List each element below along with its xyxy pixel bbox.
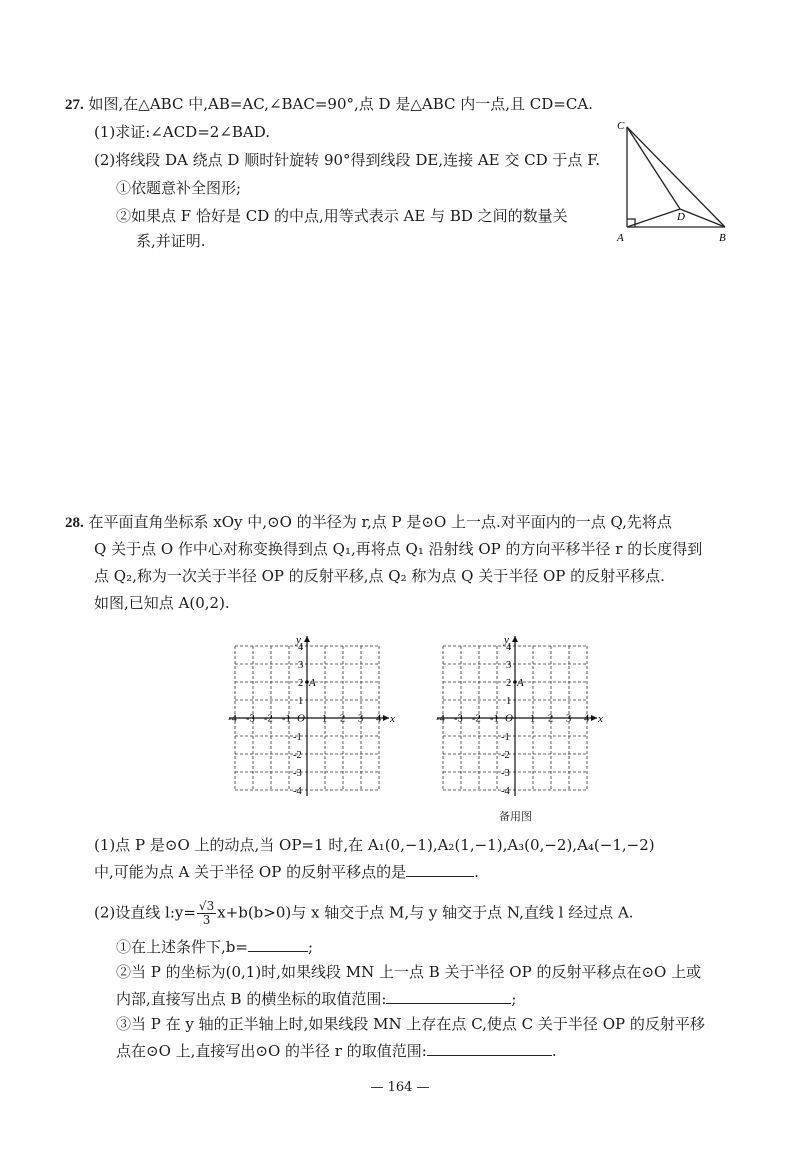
- q28-stem-line2: Q 关于点 O 作中心对称变换得到点 Q₁,再将点 Q₁ 沿射线 OP 的方向平移半径 r 的长度得到: [94, 540, 703, 558]
- x-tick-label: -2: [264, 713, 273, 725]
- page-number: — 164 —: [370, 1080, 430, 1095]
- answer-blank-range-b[interactable]: [386, 989, 511, 1004]
- x-tick-label: 2: [340, 713, 346, 725]
- spare-caption: 备用图: [499, 810, 532, 823]
- q27-stem-row: [65, 95, 593, 114]
- y-tick-label: -2: [293, 750, 302, 761]
- y-tick-label: 3: [506, 660, 512, 671]
- q28-part2-sub1: ①在上述条件下,b=: [116, 938, 248, 956]
- q27-triangle-figure: [605, 115, 740, 250]
- y-tick-label: 1: [506, 696, 512, 707]
- y-tick-label: 2: [506, 678, 512, 689]
- q28-given: 如图,已知点 A(0,2).: [94, 594, 230, 612]
- x-tick-label: 3: [358, 713, 364, 725]
- y-tick-label: -3: [293, 768, 302, 779]
- x-tick-label: -2: [472, 713, 481, 725]
- q28-part2-prefix: (2)设直线 l:y=: [94, 903, 196, 922]
- y-tick-label: 1: [298, 696, 304, 707]
- y-tick-label: -1: [501, 732, 510, 743]
- fraction-numerator: √3: [198, 899, 215, 913]
- x-tick-label: 4: [584, 713, 590, 725]
- origin-label: O: [297, 712, 305, 725]
- label-d: D: [677, 211, 685, 223]
- q28-part1-line1: (1)点 P 是⊙O 上的动点,当 OP=1 时,在 A₁(0,−1),A₂(1,−1),A₃(0,−2),A₄(−1,−2): [94, 836, 655, 854]
- q27-part2-sub1: ①依题意补全图形;: [116, 179, 242, 197]
- y-tick-label: 4: [506, 642, 512, 653]
- coordinate-grid-main: [222, 618, 395, 808]
- x-tick-label: -4: [228, 713, 237, 725]
- x-tick-label: -4: [436, 713, 445, 725]
- answer-blank-b[interactable]: [248, 937, 308, 952]
- q28-part2-suffix: x+b(b>0)与 x 轴交于点 M,与 y 轴交于点 N,直线 l 经过点 A.: [217, 903, 634, 922]
- y-tick-label: 3: [298, 660, 304, 671]
- x-tick-label: -3: [454, 713, 463, 725]
- q27-number: 27.: [65, 97, 84, 113]
- x-axis-arrow: [591, 715, 597, 721]
- y-axis-arrow: [304, 636, 310, 642]
- x-tick-label: 1: [322, 713, 328, 725]
- x-tick-label: 1: [530, 713, 536, 725]
- y-tick-label: 2: [298, 678, 304, 689]
- q27-stem: 如图,在△ABC 中,AB=AC,∠BAC=90°,点 D 是△ABC 内一点,且 CD=CA.: [88, 95, 593, 113]
- q28-part2-sub3-line1: ③当 P 在 y 轴的正半轴上时,如果线段 MN 上存在点 C,使点 C 关于半径 OP 的反射平移: [116, 1015, 705, 1033]
- point-a-label: A: [309, 677, 316, 689]
- q28-part2-sub3-line2: 点在⊙O 上,直接写出⊙O 的半径 r 的取值范围:: [116, 1042, 427, 1060]
- q27-part1: (1)求证:∠ACD=2∠BAD.: [94, 123, 271, 141]
- point-a-label: A: [517, 677, 524, 689]
- y-axis-label: y: [296, 634, 301, 646]
- q27-part2-sub2-line1: ②如果点 F 恰好是 CD 的中点,用等式表示 AE 与 BD 之间的数量关: [116, 207, 568, 225]
- x-tick-label: -3: [246, 713, 255, 725]
- y-tick-label: -4: [293, 786, 302, 797]
- y-tick-label: -4: [501, 786, 510, 797]
- q28-stem-line3: 点 Q₂,称为一次关于半径 OP 的反射平移,点 Q₂ 称为点 Q 关于半径 OP 的反射平移点.: [94, 567, 665, 585]
- y-tick-label: 4: [298, 642, 304, 653]
- q28-stem-row: [65, 513, 672, 532]
- q28-part1-line2: 中,可能为点 A 关于半径 OP 的反射平移点的是: [94, 863, 407, 881]
- y-tick-label: -3: [501, 768, 510, 779]
- coordinate-grid-spare: [430, 618, 603, 808]
- y-tick-label: -1: [293, 732, 302, 743]
- q28-part2-sub2-line1: ②当 P 的坐标为(0,1)时,如果线段 MN 上一点 B 关于半径 OP 的反射平移点在⊙O 上或: [116, 963, 702, 981]
- q27-part2: (2)将线段 DA 绕点 D 顺时针旋转 90°得到线段 DE,连接 AE 交 CD 于点 F.: [94, 151, 601, 169]
- x-tick-label: -1: [490, 713, 499, 725]
- q28-part2-sub1-row: ①在上述条件下,b= ;: [116, 938, 314, 956]
- label-a: A: [617, 232, 624, 244]
- label-c: C: [617, 120, 625, 132]
- q28-part2-sub2-line2-row: 内部,直接写出点 B 的横坐标的取值范围: ;: [116, 990, 517, 1008]
- x-tick-label: 2: [548, 713, 554, 725]
- x-axis-label: x: [598, 713, 603, 725]
- answer-blank-1[interactable]: [406, 862, 474, 877]
- q28-part1-line2-row: 中,可能为点 A 关于半径 OP 的反射平移点的是 .: [94, 863, 479, 881]
- q28-part2-sub2-line2: 内部,直接写出点 B 的横坐标的取值范围:: [116, 990, 387, 1008]
- q27-part2-sub2-line2: 系,并证明.: [136, 232, 206, 250]
- q28-number: 28.: [65, 515, 84, 531]
- q28-part2-sub3-line2-row: 点在⊙O 上,直接写出⊙O 的半径 r 的取值范围: .: [116, 1042, 557, 1060]
- fraction-denominator: 3: [202, 913, 211, 927]
- y-axis-label: y: [504, 634, 509, 646]
- x-tick-label: -1: [282, 713, 291, 725]
- origin-label: O: [505, 712, 513, 725]
- q28-part2-row: [94, 900, 634, 927]
- label-b: B: [719, 232, 726, 244]
- x-axis-label: x: [390, 713, 395, 725]
- x-axis-arrow: [383, 715, 389, 721]
- y-tick-label: -2: [501, 750, 510, 761]
- x-tick-label: 4: [376, 713, 382, 725]
- x-tick-label: 3: [566, 713, 572, 725]
- fraction: [197, 900, 216, 927]
- y-axis-arrow: [512, 636, 518, 642]
- q28-stem-line1: 在平面直角坐标系 xOy 中,⊙O 的半径为 r,点 P 是⊙O 上一点.对平面内的一点 Q,先将点: [88, 513, 672, 531]
- answer-blank-range-r[interactable]: [427, 1041, 552, 1056]
